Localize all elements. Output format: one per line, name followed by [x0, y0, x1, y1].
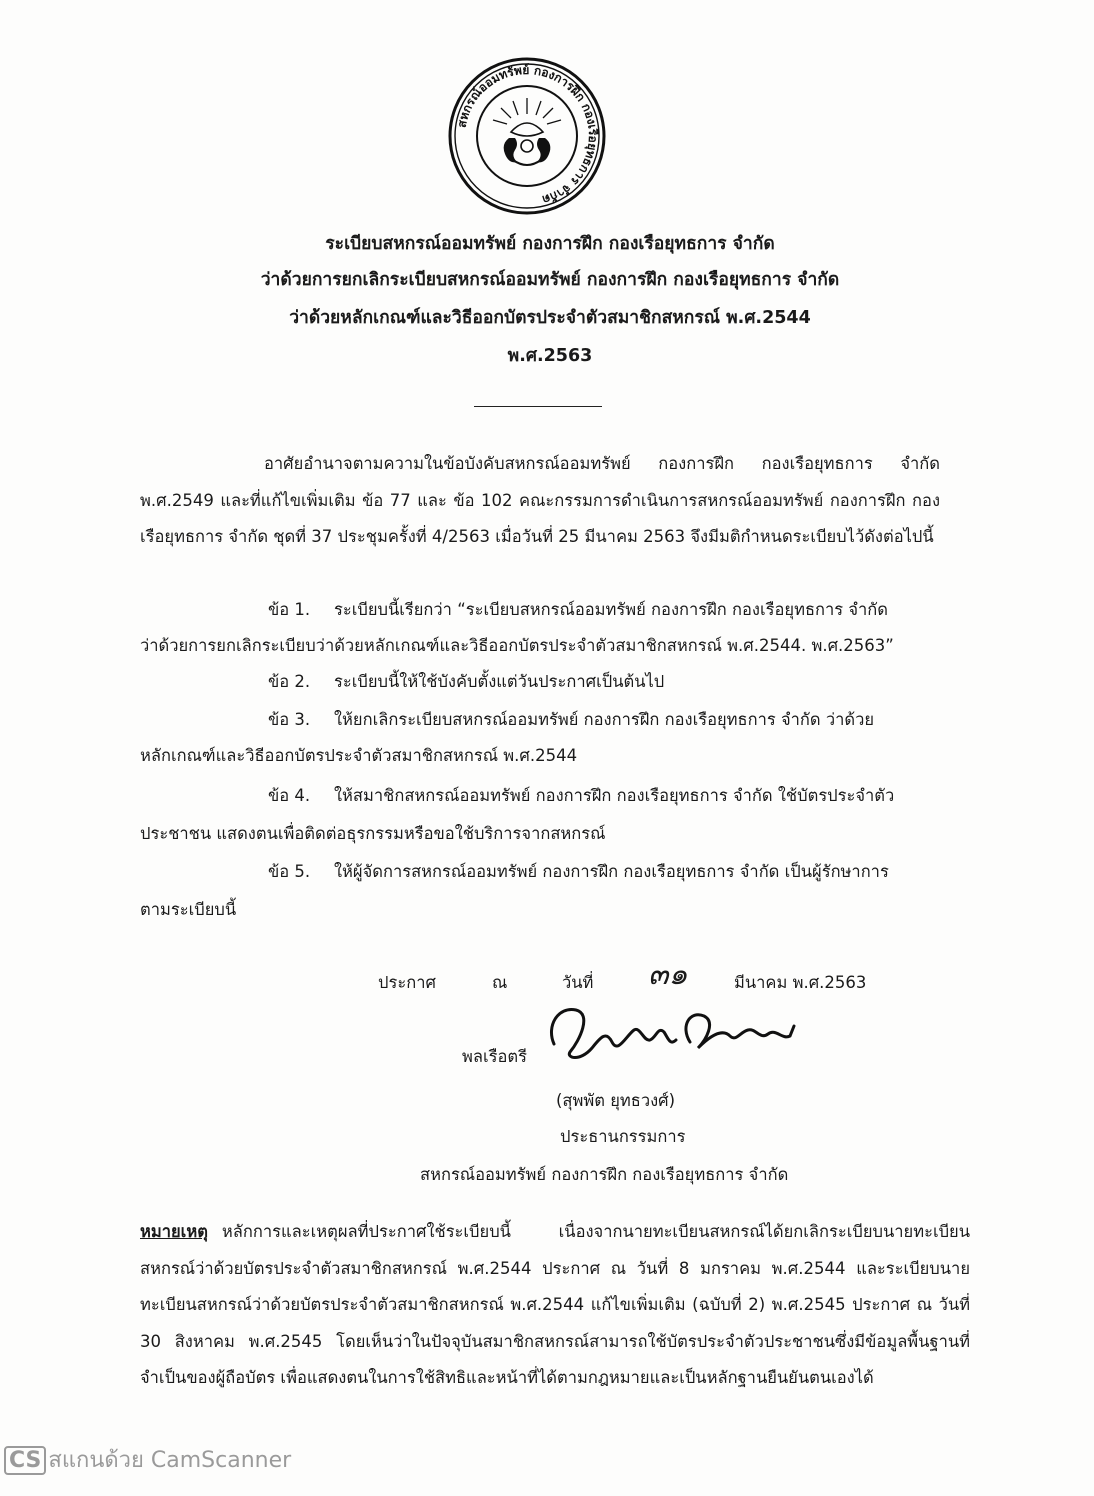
clause-3-line-1: ให้ยกเลิกระเบียบสหกรณ์ออมทรัพย์ กองการฝึก กองเรือยุทธการ จำกัด ว่าด้วย [334, 710, 875, 729]
note-label: หมายเหตุ [140, 1222, 208, 1241]
clause-4-line-2: ประชาชน แสดงตนเพื่อติดต่อธุรกรรมหรือขอใช้บริการจากสหกรณ์ [140, 824, 606, 843]
handwritten-signature-icon [540, 996, 800, 1076]
note-paragraph [140, 1214, 970, 1397]
signer-organization: สหกรณ์ออมทรัพย์ กองการฝึก กองเรือยุทธการ จำกัด [420, 1165, 789, 1184]
camscanner-logo-icon: CS [4, 1446, 46, 1475]
clause-1-line-1: ระเบียบนี้เรียกว่า “ระเบียบสหกรณ์ออมทรัพย์ กองการฝึก กองเรือยุทธการ จำกัด [334, 600, 889, 619]
title-year: พ.ศ.2563 [507, 346, 593, 366]
cooperative-seal-icon [447, 56, 607, 216]
announcement-label: ประกาศ [378, 973, 436, 992]
clause-1-line-2: ว่าด้วยการยกเลิกระเบียบว่าด้วยหลักเกณฑ์และวิธีออกบัตรประจำตัวสมาชิกสหกรณ์ พ.ศ.2544. พ.ศ.2563” [140, 636, 894, 655]
title-line-2: ว่าด้วยการยกเลิกระเบียบสหกรณ์ออมทรัพย์ กองการฝึก กองเรือยุทธการ จำกัด [260, 270, 840, 290]
clause-1-label: ข้อ 1. [268, 600, 311, 619]
clause-5-label: ข้อ 5. [268, 862, 311, 881]
clause-3-label: ข้อ 3. [268, 710, 311, 729]
announcement-day-handwritten: ๓๑ [648, 957, 688, 992]
announcement-at: ณ [492, 973, 508, 992]
preamble-paragraph: อาศัยอำนาจตามความในข้อบังคับสหกรณ์ออมทรัพย์ กองการฝึก กองเรือยุทธการ จำกัด พ.ศ.2549 และที่แก้ไขเพิ่มเติม ข้อ 77 และ ข้อ 102 คณะกรรมการดำเนินการสหกรณ์ออมทรัพย์ กองการฝึก กองเรือยุทธการ จำกัด ชุดที่ 37 ประชุมครั้งที่ 4/2563 เมื่อวันที่ 25 มีนาคม 2563 จึงมีมติกำหนดระเบียบไว้ดังต่อไปนี้ [140, 454, 940, 546]
title-divider [474, 406, 602, 407]
signer-position: ประธานกรรมการ [560, 1127, 686, 1146]
clause-5-line-1: ให้ผู้จัดการสหกรณ์ออมทรัพย์ กองการฝึก กองเรือยุทธการ จำกัด เป็นผู้รักษาการ [334, 862, 889, 881]
camscanner-watermark [4, 1442, 291, 1477]
clause-3-line-2: หลักเกณฑ์และวิธีออกบัตรประจำตัวสมาชิกสหกรณ์ พ.ศ.2544 [140, 746, 578, 765]
clause-5-line-2: ตามระเบียบนี้ [140, 900, 237, 919]
title-line-1: ระเบียบสหกรณ์ออมทรัพย์ กองการฝึก กองเรือยุทธการ จำกัด [325, 234, 775, 254]
clause-2-label: ข้อ 2. [268, 672, 311, 691]
camscanner-text: สแกนด้วย CamScanner [48, 1448, 292, 1473]
announcement-month-year: มีนาคม พ.ศ.2563 [734, 973, 867, 992]
clause-2-line-1: ระเบียบนี้ให้ใช้บังคับตั้งแต่วันประกาศเป็นต้นไป [334, 672, 665, 691]
signer-rank: พลเรือตรี [462, 1047, 527, 1066]
clause-4-label: ข้อ 4. [268, 786, 311, 805]
announcement-day-label: วันที่ [562, 973, 594, 992]
clause-4-line-1: ให้สมาชิกสหกรณ์ออมทรัพย์ กองการฝึก กองเรือยุทธการ จำกัด ใช้บัตรประจำตัว [334, 786, 895, 805]
note-text: หลักการและเหตุผลที่ประกาศใช้ระเบียบนี้ เนื่องจากนายทะเบียนสหกรณ์ได้ยกเลิกระเบียบนายทะเบียนสหกรณ์ว่าด้วยบัตรประจำตัวสมาชิกสหกรณ์ พ.ศ.2544 ประกาศ ณ วันที่ 8 มกราคม พ.ศ.2544 และระเบียบนายทะเบียนสหกรณ์ว่าด้วยบัตรประจำตัวสมาชิกสหกรณ์ พ.ศ.2544 แก้ไขเพิ่มเติม (ฉบับที่ 2) พ.ศ.2545 ประกาศ ณ วันที่ 30 สิงหาคม พ.ศ.2545 โดยเห็นว่าในปัจจุบันสมาชิกสหกรณ์สามารถใช้บัตรประจำตัวประชาชนซึ่งมีข้อมูลพื้นฐานที่จำเป็นของผู้ถือบัตร เพื่อแสดงตนในการใช้สิทธิและหน้าที่ได้ตามกฎหมายและเป็นหลักฐานยืนยันตนเองได้ [140, 1222, 970, 1387]
signer-name: (สุพพัต ยุทธวงศ์) [556, 1091, 676, 1110]
title-line-3: ว่าด้วยหลักเกณฑ์และวิธีออกบัตรประจำตัวสมาชิกสหกรณ์ พ.ศ.2544 [289, 308, 811, 328]
seal-ring-text: สหกรณ์ออมทรัพย์ กองการฝึก กองเรือยุทธการ จำกัด [454, 62, 601, 207]
